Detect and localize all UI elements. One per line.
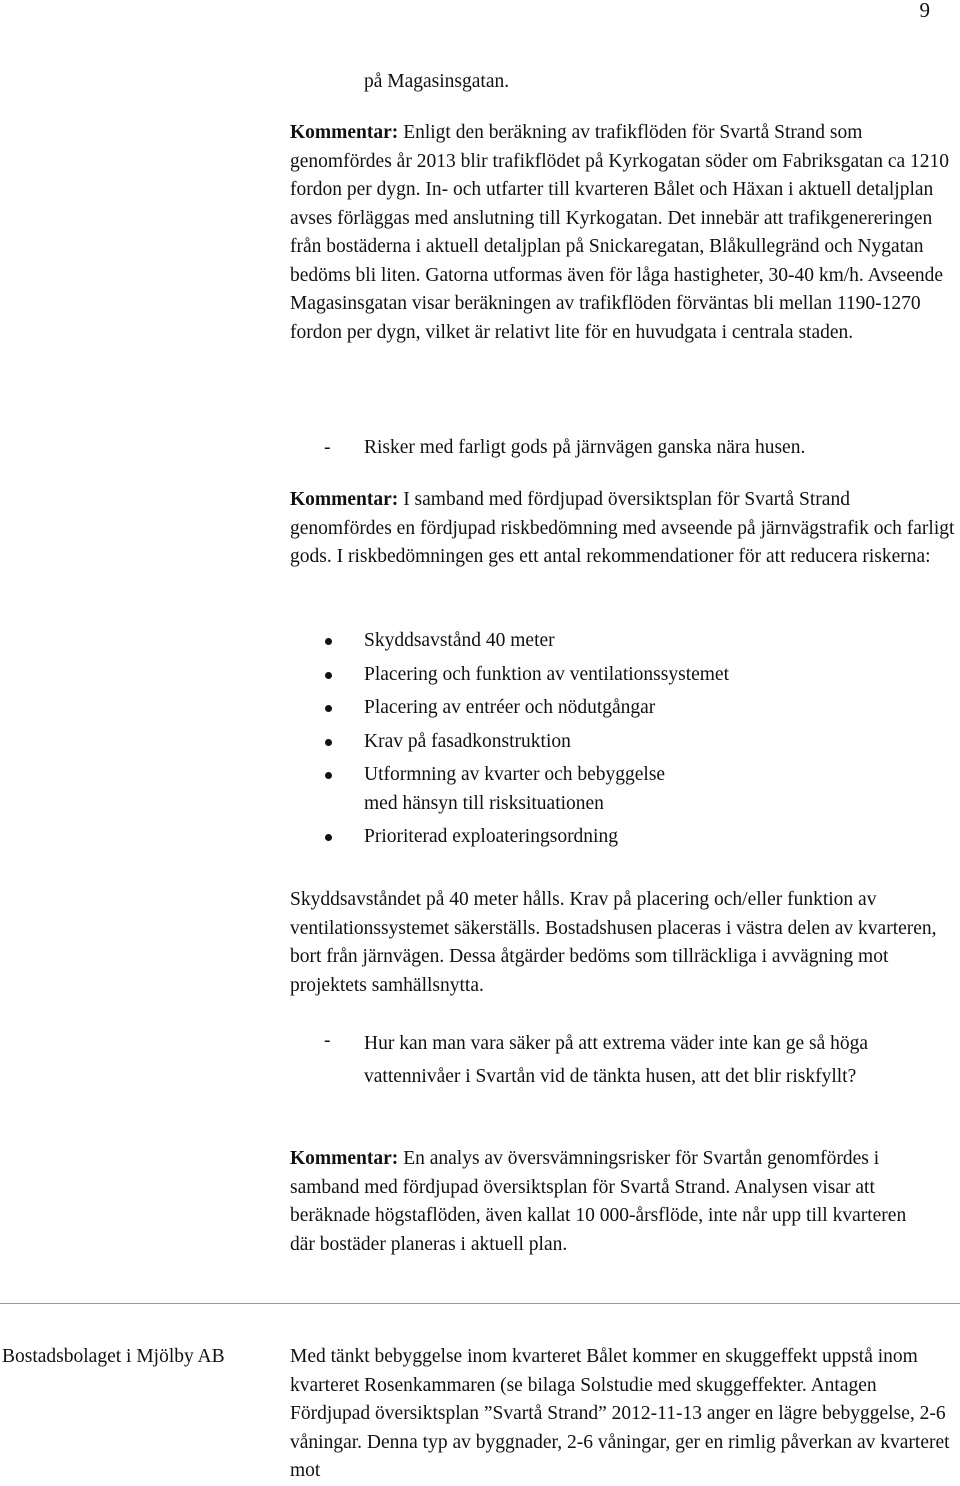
comment-label: Kommentar: [290,489,399,510]
page-number: 9 [919,0,930,22]
comment-traffic [290,119,956,347]
bullet-icon [325,739,332,746]
comment-label: Kommentar: [290,1148,399,1169]
list-item [290,728,950,757]
recommendations-list [290,627,950,857]
list-item-text: Utformning av kvarter och bebyggelse med hänsyn till risksituationen [364,764,666,814]
list-item-text: Placering och funktion av ventilationssystemet [364,663,730,685]
comment-text: En analys av översvämningsrisker för Svartån genomfördes i samband med fördjupad översiktsplan för Svartå Strand. Analysen visar att beräknade högstaflöden, även kallat 10 000-årsflöde, inte når upp till kvarteren där bostäder planeras i aktuell plan. [290,1148,907,1255]
dash-marker: - [324,1030,331,1051]
section-divider [0,1303,960,1304]
list-item-text: Skyddsavstånd 40 meter [364,630,555,651]
comment-text: Enligt den beräkning av trafikflöden för Svartå Strand som genomfördes år 2013 blir trafikflödet på Kyrkogatan söder om Fabriksgatan ca 1210 fordon per dygn. In- och utfarter till kvarteren Bålet och Häxan i aktuell detaljplan avses förläggas med anslutning till Kyrkogatan. Det innebär att trafikgenereringen från bostäderna i aktuell detaljplan på Snickaregatan, Blåkullegränd och Nygatan bedöms bli liten. Gatorna utformas även för låga hastigheter, 30-40 km/h. Avseende Magasinsgatan visar beräkningen av trafikflöden förväntas bli mellan 1190-1270 fordon per dygn, vilket är relativt lite för en huvudgata i centrala staden. [290,122,950,343]
bullet-icon [325,638,332,645]
list-item [290,761,950,818]
bullet-icon [325,772,332,779]
sender-name: Bostadsbolaget i Mjölby AB [2,1346,225,1367]
list-item [290,627,950,656]
comment-label: Kommentar: [290,122,399,143]
comment-text: I samband med fördjupad översiktsplan för Svartå Strand genomfördes en fördjupad riskbedömning med avseende på järnvägstrafik och farligt gods. I riskbedömningen ges ett antal rekommendationer för att reducera riskerna: [290,489,955,567]
list-item-text: Krav på fasadkonstruktion [364,730,571,752]
concern-text: Risker med farligt gods på järnvägen ganska nära husen. [364,437,806,458]
comment-flooding [290,1145,930,1259]
list-item [290,661,950,690]
recommendations-followup: Skyddsavståndet på 40 meter hålls. Krav på placering och/eller funktion av ventilationssystemet säkerställs. Bostadshusen placeras i västra delen av kvarteren, bort från järnvägen. Dessa åtgärder bedöms som tillräckliga i avvägning mot projektets samhällsnytta. [290,889,937,996]
concern-extreme-weather [290,1027,930,1093]
concern-dangerous-goods [290,434,956,463]
list-item [290,694,950,723]
bullet-icon [325,672,332,679]
concern-text: Hur kan man vara säker på att extrema väder inte kan ge så höga vattennivåer i Svartån vid de tänkta husen, att det blir riskfyllt? [364,1033,869,1087]
sender-statement: Med tänkt bebyggelse inom kvarteret Bålet kommer en skuggeffekt uppstå inom kvarteret Rosenkammaren (se bilaga Solstudie med skuggeffekter. Antagen Fördjupad översiktsplan ”Svartå Strand” 2012-11-13 anger en lägre bebyggelse, 2-6 våningar. Denna typ av byggnader, 2-6 våningar, ger en rimlig påverkan av kvarteret mot [290,1346,950,1481]
bullet-icon [325,834,332,841]
continuation-text: på Magasinsgatan. [364,71,510,92]
dash-marker: - [324,437,331,458]
list-item-text: Prioriterad exploateringsordning [364,826,618,847]
list-item [290,823,950,852]
comment-risk [290,486,956,572]
bullet-icon [325,705,332,712]
list-item-text: Placering av entréer och nödutgångar [364,697,656,718]
